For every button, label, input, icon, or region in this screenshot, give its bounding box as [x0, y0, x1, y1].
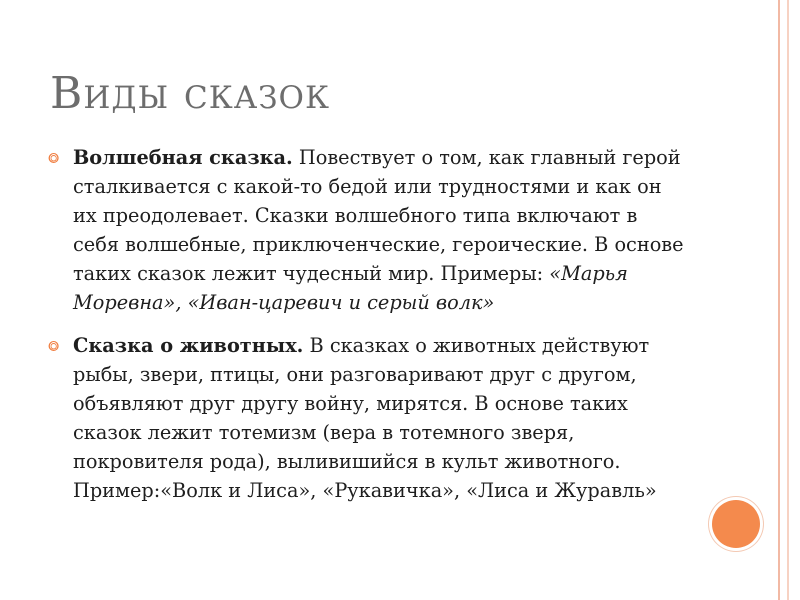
circled-arrow-bullet-icon: ⭗	[48, 339, 60, 355]
bullet-examples: «Марья Моревна», «Иван-царевич и серый волк»	[73, 262, 628, 314]
bullet-term: Волшебная сказка.	[73, 146, 293, 169]
decorative-vertical-rule	[778, 0, 780, 600]
bullet-item	[48, 331, 688, 505]
bullet-term: Сказка о животных.	[73, 334, 304, 357]
decorative-circle	[712, 500, 760, 548]
bullet-text: В сказках о животных действуют рыбы, звери, птицы, они разговаривают друг с другом, объявляют друг другу войну, мирятся. В основе таких сказок лежит тотемизм (вера в тотемного зверя, покровителя рода), выливишийся в культ животного. Пример:«Волк и Лиса», «Рукавичка», «Лиса и Журавль»	[73, 334, 657, 502]
slide-title: Виды сказок	[50, 68, 330, 119]
bullet-item	[48, 143, 688, 317]
circled-arrow-bullet-icon: ⭗	[48, 151, 60, 167]
decorative-vertical-rule	[787, 0, 789, 600]
bullet-text: Повествует о том, как главный герой сталкивается с какой-то бедой или трудностями и как он их преодолевает. Сказки волшебного типа включают в себя волшебные, приключенческие, героические. В основе таких сказок лежит чудесный мир. Примеры:	[73, 146, 684, 285]
slide-content	[48, 143, 688, 519]
